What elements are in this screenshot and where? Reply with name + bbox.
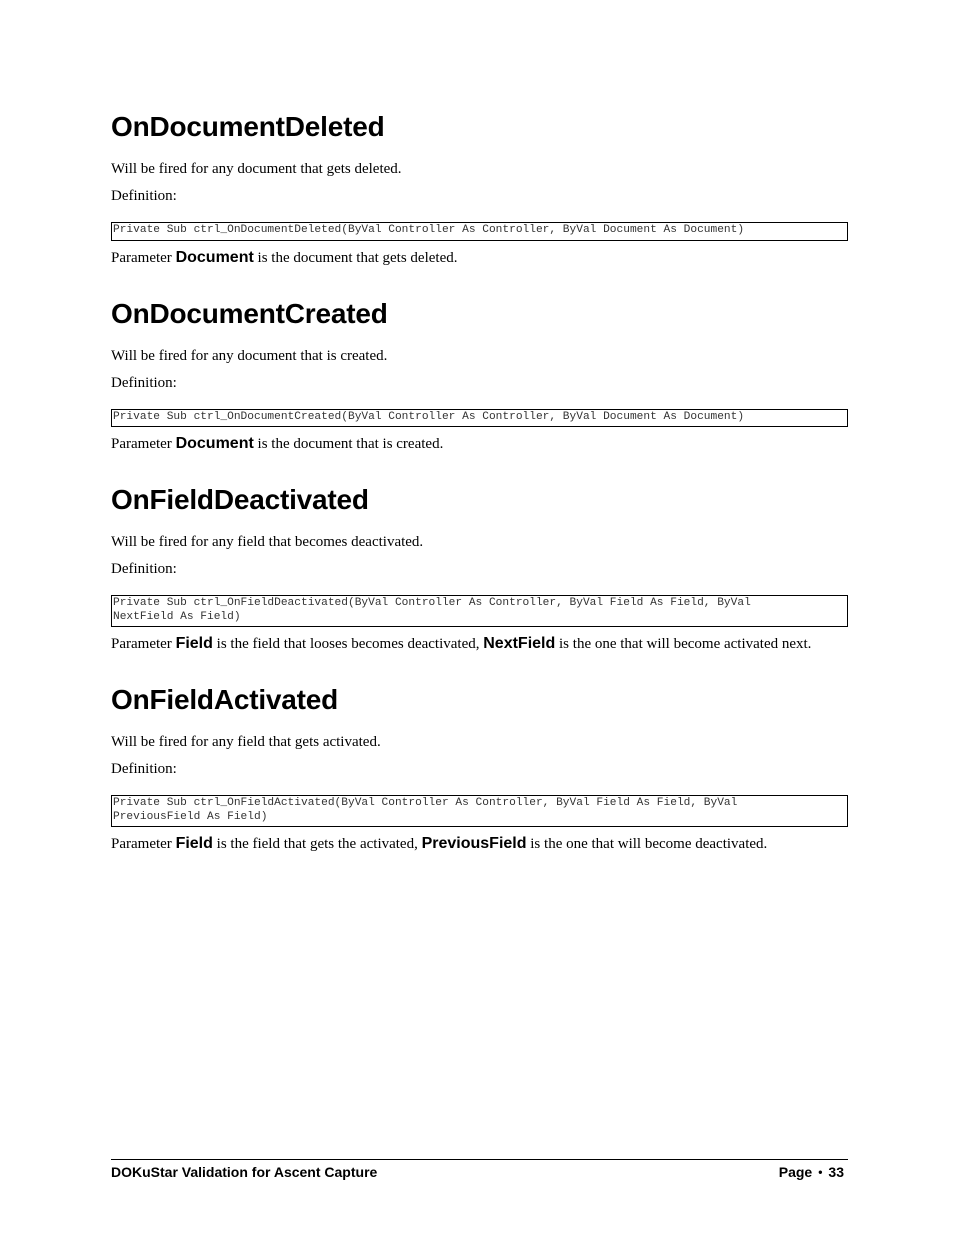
section-heading: OnFieldActivated — [111, 684, 339, 715]
section-heading: OnDocumentDeleted — [111, 111, 385, 142]
param-text: is the document that gets deleted. — [253, 249, 458, 266]
section-description: Will be fired for any document that is created. — [111, 347, 388, 364]
param-text: Parameter — [111, 436, 176, 452]
page-footer — [111, 1159, 848, 1182]
definition-label: Definition: — [111, 374, 177, 391]
param-name: Field — [175, 835, 213, 852]
code-block — [111, 595, 848, 627]
code-line: NextField As Field) — [113, 610, 241, 623]
code-line: Private Sub ctrl_OnFieldActivated(ByVal Controller As Controller, ByVal Field As Field, ByVal — [113, 797, 738, 809]
bullet-separator: • — [818, 1165, 823, 1179]
code-line: Private Sub ctrl_OnDocumentDeleted(ByVal Controller As Controller, ByVal Document As Document) — [113, 224, 745, 236]
param-text: Parameter — [111, 249, 176, 266]
param-name: PreviousField — [421, 835, 527, 852]
page-label: Page — [778, 1164, 813, 1180]
code-line: PreviousField As Field) — [113, 810, 268, 823]
section-on-document-deleted — [111, 108, 848, 268]
param-text: Parameter — [111, 636, 176, 652]
param-text: Parameter — [111, 836, 176, 852]
code-block — [111, 795, 848, 827]
param-text: is the one that will become deactivated. — [526, 836, 768, 852]
code-block — [111, 222, 848, 241]
code-line: Private Sub ctrl_OnFieldDeactivated(ByVal Controller As Controller, ByVal Field As Field, ByVal — [113, 597, 751, 609]
footer-page-indicator — [779, 1163, 848, 1182]
section-heading: OnDocumentCreated — [111, 297, 388, 329]
param-text: is the document that is created. — [253, 436, 444, 452]
page-number: 33 — [828, 1164, 844, 1180]
parameter-description — [111, 248, 848, 268]
param-name: Document — [175, 435, 254, 452]
param-name: Field — [175, 635, 213, 652]
parameter-description — [111, 634, 848, 654]
section-description: Will be fired for any field that gets activated. — [111, 734, 381, 750]
section-description: Will be fired for any field that becomes deactivated. — [111, 534, 424, 550]
section-on-document-created — [111, 295, 848, 455]
definition-label: Definition: — [111, 761, 177, 777]
param-name: Document — [175, 248, 254, 266]
param-text: is the one that will become activated next. — [555, 636, 812, 652]
code-block — [111, 409, 848, 428]
param-name: NextField — [483, 635, 556, 652]
page-content — [111, 108, 848, 862]
definition-label: Definition: — [111, 561, 177, 577]
footer-title: DOKuStar Validation for Ascent Capture — [111, 1164, 378, 1180]
section-on-field-activated — [111, 681, 848, 854]
section-description: Will be fired for any document that gets deleted. — [111, 161, 402, 177]
parameter-description — [111, 434, 848, 454]
section-heading: OnFieldDeactivated — [111, 484, 369, 515]
param-text: is the field that gets the activated, — [212, 836, 422, 852]
code-line: Private Sub ctrl_OnDocumentCreated(ByVal Controller As Controller, ByVal Document As Document) — [113, 410, 745, 423]
section-on-field-deactivated — [111, 481, 848, 654]
param-text: is the field that looses becomes deactivated, — [212, 636, 484, 652]
parameter-description — [111, 834, 848, 854]
definition-label: Definition: — [111, 188, 177, 204]
